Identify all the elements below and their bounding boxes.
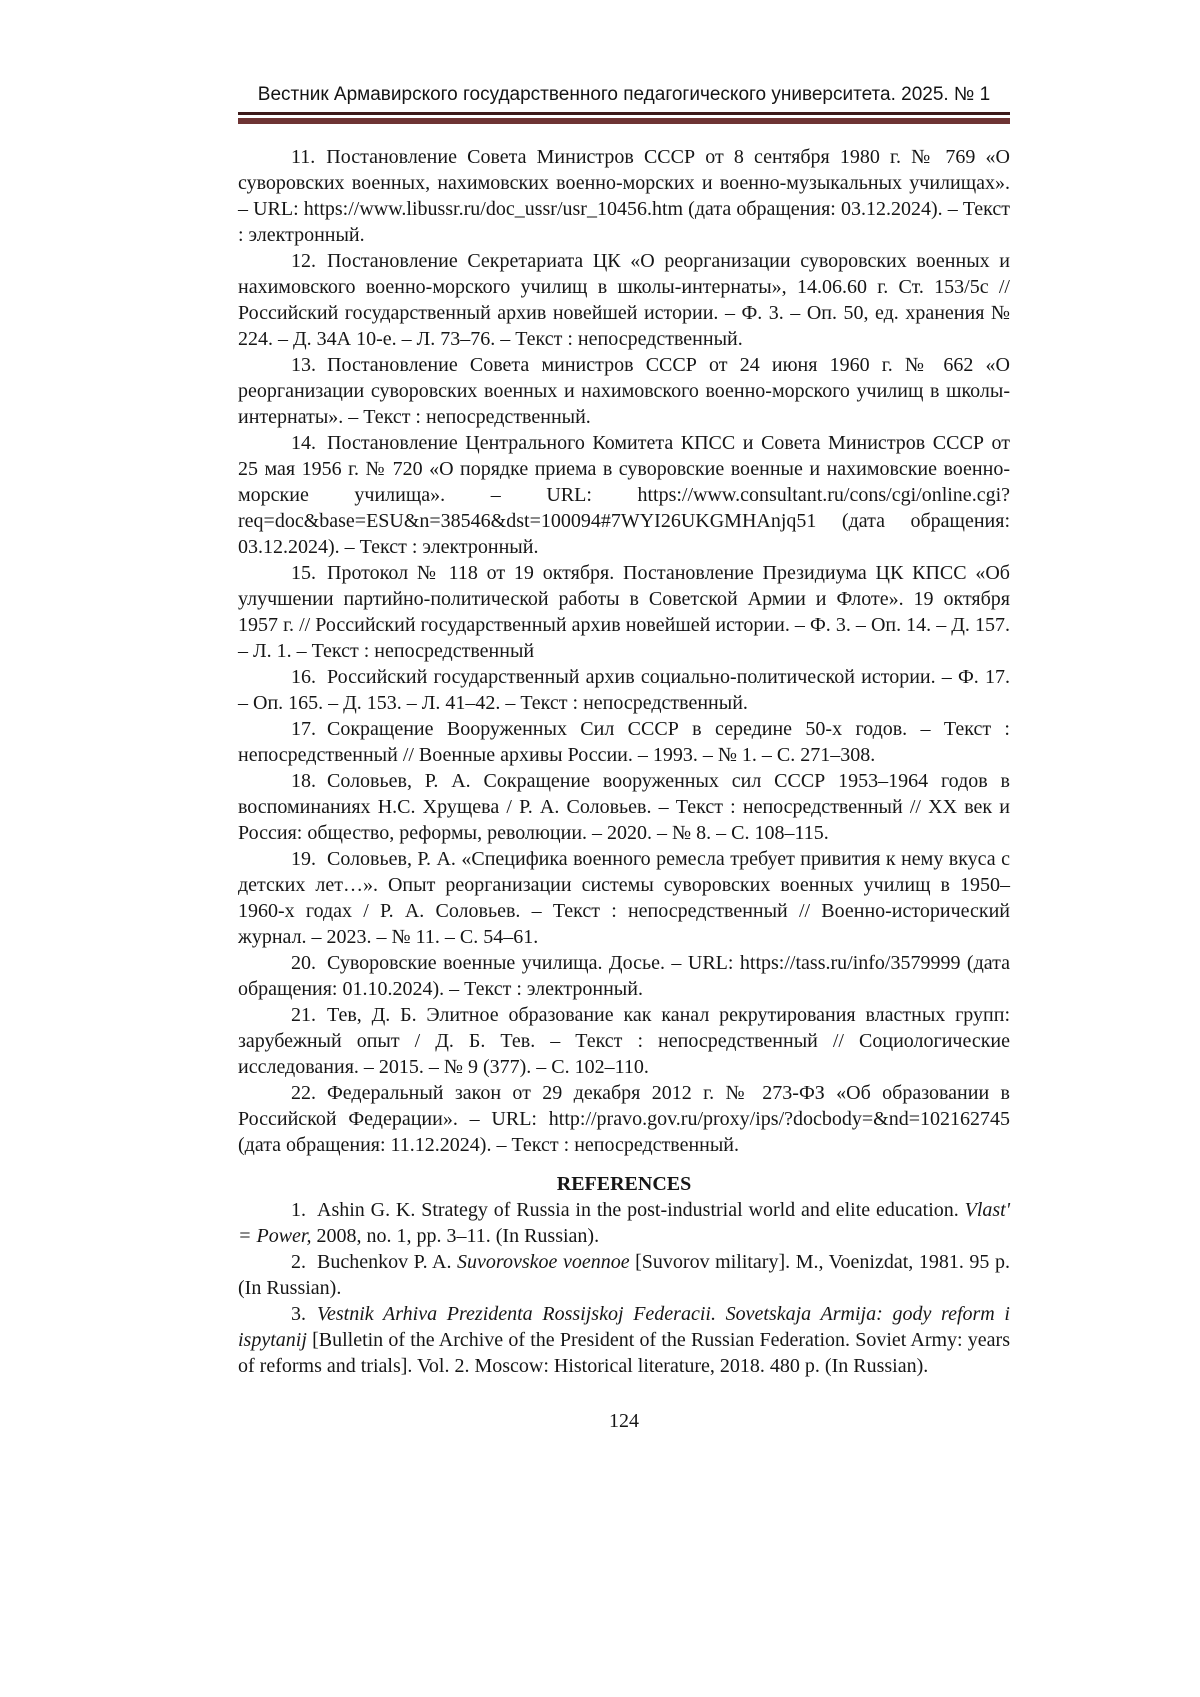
divider-thick-line [238,118,1010,124]
bibliography-item [238,846,1010,950]
item-number: 3. [291,1303,306,1325]
bibliography-item [238,144,1010,248]
bibliography-item [238,430,1010,560]
references-list [238,1197,1010,1379]
bibliography-item [238,664,1010,716]
bibliography-item [238,950,1010,1002]
item-text: Постановление Совета Министров СССР от 8 сентября 1980 г. № 769 «О суворовских военных, нахимовских военно-морских и военно-музыкальных училищах». – URL: https://www.libussr.ru/doc_ussr/usr_10456.htm (дата обращения: 03.12.2024). – Текст : электронный. [238,146,1010,246]
item-text: Тев, Д. Б. Элитное образование как канал рекрутирования властных групп: зарубежный опыт / Д. Б. Тев. – Текст : непосредственный // Социологические исследования. – 2015. – № 9 (377). – С. 102–110. [238,1004,1010,1078]
item-number: 17. [291,718,316,740]
item-text: Суворовские военные училища. Досье. – URL: https://tass.ru/info/3579999 (дата обращения: 01.10.2024). – Текст : электронный. [238,952,1010,1000]
bibliography-item [238,1002,1010,1080]
item-text: Федеральный закон от 29 декабря 2012 г. № 273-ФЗ «Об образовании в Российской Федерации». – URL: http://pravo.gov.ru/proxy/ips/?docbody=&nd=102162745 (дата обращения: 11.12.2024). – Текст : непосредственный. [238,1082,1010,1156]
bibliography-list [238,144,1010,1158]
reference-italic-text: Vlast' = Power, [238,1199,1010,1247]
item-number: 12. [291,250,316,272]
item-number: 20. [291,952,316,974]
item-text: Соловьев, Р. А. «Специфика военного ремесла требует привития к нему вкуса с детских лет…». Опыт реорганизации системы суворовских военных училищ в 1950–1960-х годах / Р. А. Соловьев. – Текст : непосредственный // Военно-исторический журнал. – 2023. – № 11. – С. 54–61. [238,848,1010,948]
item-number: 14. [291,432,316,454]
page-content [238,0,1010,1433]
page-number: 124 [609,1410,639,1432]
item-text: Постановление Центрального Комитета КПСС и Совета Министров СССР от 25 мая 1956 г. № 720 «О порядке приема в суворовские военные и нахимовские военно-морские училища». – URL: https://www.consultant.ru/cons/cgi/online.cgi?req=doc&base=ESU&n=38546&dst=100094#7WYI26UKGMHAnjq51 (дата обращения: 03.12.2024). – Текст : электронный. [238,432,1010,558]
bibliography-item [238,248,1010,352]
reference-text: [Suvorov military]. M., Voenizdat, 1981. 95 p. (In Russian). [238,1251,1010,1299]
reference-item [238,1197,1010,1249]
reference-item [238,1249,1010,1301]
reference-italic-text: Suvorovskoe voennoe [457,1251,630,1273]
item-number: 18. [291,770,316,792]
reference-text: Buchenkov P. A. [317,1251,458,1273]
item-number: 13. [291,354,316,376]
references-heading: REFERENCES [556,1173,692,1195]
item-text: Протокол № 118 от 19 октября. Постановление Президиума ЦК КПСС «Об улучшении партийно-политической работы в Советской Армии и Флоте». 19 октября 1957 г. // Российский государственный архив новейшей истории. – Ф. 3. – Оп. 14. – Д. 157. – Л. 1. – Текст : непосредственный [238,562,1010,662]
reference-text: 2008, no. 1, pp. 3–11. (In Russian). [311,1225,600,1247]
bibliography-item [238,560,1010,664]
item-number: 19. [291,848,316,870]
reference-item [238,1301,1010,1379]
item-number: 16. [291,666,316,688]
reference-text: [Bulletin of the Archive of the President of the Russian Federation. Soviet Army: years of reforms and trials]. Vol. 2. Moscow: Historical literature, 2018. 480 p. (In Russian). [238,1329,1010,1377]
item-number: 21. [291,1004,316,1026]
journal-header: Вестник Армавирского государственного педагогического университета. 2025. № 1 [257,84,991,105]
bibliography-item [238,768,1010,846]
item-number: 2. [291,1251,306,1273]
bibliography-item [238,352,1010,430]
item-number: 15. [291,562,316,584]
reference-text: Ashin G. K. Strategy of Russia in the post-industrial world and elite education. [317,1199,965,1221]
item-text: Постановление Совета министров СССР от 24 июня 1960 г. № 662 «О реорганизации суворовских военных и нахимовского военно-морского училищ в школы-интернаты». – Текст : непосредственный. [238,354,1010,428]
item-number: 1. [291,1199,306,1221]
reference-italic-text: Vestnik Arhiva Prezidenta Rossijskoj Federacii. Sovetskaja Armija: gody reform i ispytanij [238,1303,1010,1351]
item-number: 22. [291,1082,316,1104]
bibliography-item [238,716,1010,768]
item-text: Сокращение Вооруженных Сил СССР в середине 50-х годов. – Текст : непосредственный // Военные архивы России. – 1993. – № 1. – С. 271–308. [238,718,1010,766]
bibliography-item [238,1080,1010,1158]
item-text: Российский государственный архив социально-политической истории. – Ф. 17. – Оп. 165. – Д. 153. – Л. 41–42. – Текст : непосредственный. [238,666,1010,714]
header-divider-rule [238,112,1010,124]
item-text: Постановление Секретариата ЦК «О реорганизации суворовских военных и нахимовского военно-морского училищ в школы-интернаты», 14.06.60 г. Ст. 153/5с // Российский государственный архив новейшей истории. – Ф. 3. – Оп. 50, ед. хранения № 224. – Д. 34А 10-е. – Л. 73–76. – Текст : непосредственный. [238,250,1010,350]
item-text: Соловьев, Р. А. Сокращение вооруженных сил СССР 1953–1964 годов в воспоминаниях Н.С. Хрущева / Р. А. Соловьев. – Текст : непосредственный // XX век и Россия: общество, реформы, революции. – 2020. – № 8. – С. 108–115. [238,770,1010,844]
item-number: 11. [291,146,316,168]
